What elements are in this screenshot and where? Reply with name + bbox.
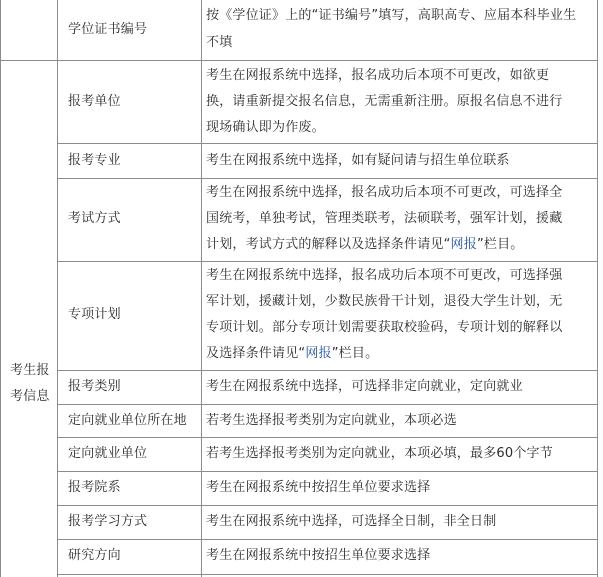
row-label: 专项计划 [68,307,121,322]
table-divider-section [57,0,58,577]
row-border [57,505,598,506]
row-border [0,60,598,61]
row-desc-line: 考生在网报系统中选择，如有疑问请与招生单位联系 [206,153,510,168]
row-desc-line: 国统考，单独考试，管理类联考，法硕联考，强军计划，援藏 [206,211,563,226]
row-border [57,178,598,179]
row-desc-line: 不填 [206,35,233,50]
section-label-line-2: 考信息 [10,389,50,404]
row-border [57,574,598,575]
row-desc-line: 换，请重新提交报名信息，无需重新注册。原报名信息不进行 [206,94,563,109]
row-label: 定向就业单位 [68,446,148,461]
row-desc-text: 计划，考试方式的解释以及选择条件请见“ [206,237,451,252]
row-label: 学位证书编号 [68,22,148,37]
row-border [57,539,598,540]
row-border [57,143,598,144]
row-desc-line [206,342,378,366]
row-label: 研究方向 [68,548,121,563]
row-desc-line: 考生在网报系统中选择，报名成功后本项不可更改，如欲更 [206,68,550,83]
row-border [57,437,598,438]
wangbao-link[interactable]: 网报 [450,237,477,252]
table-divider-label [201,0,202,577]
row-desc-line: 考生在网报系统中按招生单位要求选择 [206,480,431,495]
section-label-line-1: 考生报 [10,363,50,378]
row-label: 报考院系 [68,480,121,495]
row-label: 报考专业 [68,153,121,168]
row-label: 报考学习方式 [68,514,148,529]
row-desc-text: 及选择条件请见“ [206,346,306,361]
row-desc-text: ”栏目。 [476,237,524,252]
row-desc-line: 考生在网报系统中选择，报名成功后本项不可更改，可选择全 [206,185,563,200]
row-desc-line: 考生在网报系统中选择，报名成功后本项不可更改，可选择强 [206,268,563,283]
table-border-left [0,0,1,577]
row-label: 定向就业单位所在地 [68,413,187,428]
row-desc-line: 现场确认即为作废。 [206,120,325,135]
row-desc-line: 军计划，援藏计划，少数民族骨干计划，退役大学生计划，无 [206,294,563,309]
row-desc-line: 若考生选择报考类别为定向就业，本项必选 [206,413,457,428]
row-label: 考试方式 [68,211,121,226]
row-desc-text: ”栏目。 [331,346,379,361]
row-border [57,404,598,405]
row-border [57,471,598,472]
row-desc-line: 专项计划。部分专项计划需要获取校验码，专项计划的解释以 [206,320,563,335]
row-border [57,261,598,262]
row-desc-line: 按《学位证》上的“证书编号”填写，高职高专、应届本科毕业生 [206,8,577,23]
row-border [57,370,598,371]
row-label: 报考类别 [68,379,121,394]
table-border-right [597,0,598,577]
row-desc-line: 考生在网报系统中选择，可选择全日制，非全日制 [206,514,497,529]
row-desc-line [206,233,524,257]
row-label: 报考单位 [68,94,121,109]
wangbao-link[interactable]: 网报 [305,346,332,361]
row-desc-line: 若考生选择报考类别为定向就业，本项必填，最多60个字节 [206,446,553,461]
row-desc-line: 考生在网报系统中按招生单位要求选择 [206,548,431,563]
row-desc-line: 考生在网报系统中选择，可选择非定向就业，定向就业 [206,379,523,394]
